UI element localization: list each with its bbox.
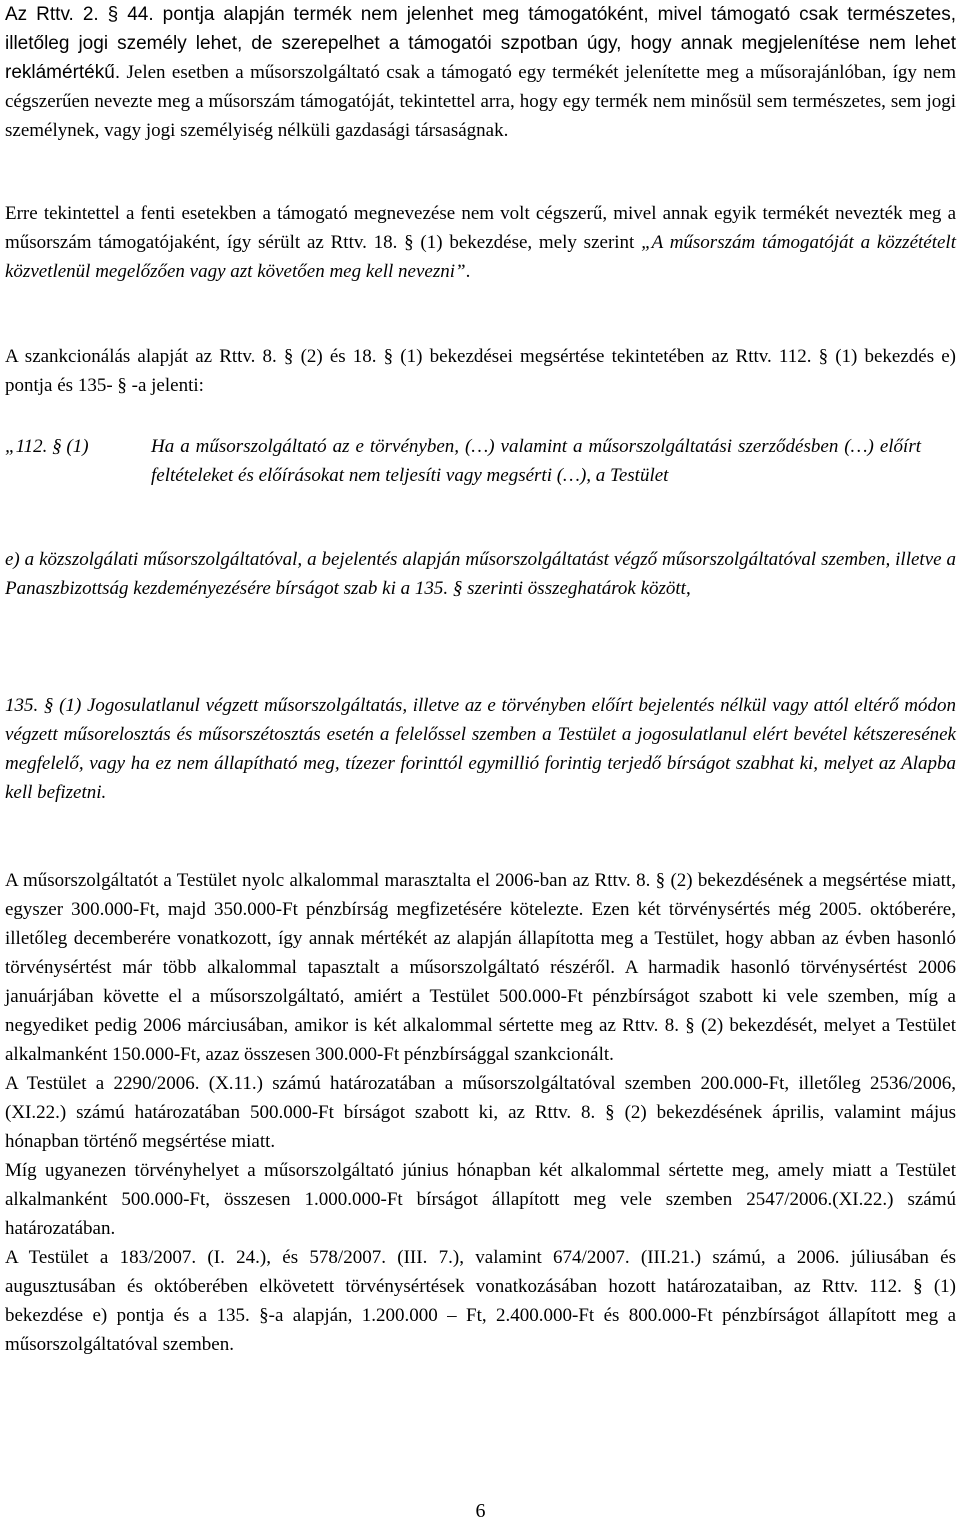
page-number: 6: [475, 1500, 486, 1522]
law-quote-135: 135. § (1) Jogosulatlanul végzett műsorszolgáltatás, illetve az e törvényben előírt bejelentés nélkül vagy attól eltérő módon végzett műsorelosztás és műsorszétosztás esetén a felelőssel szemben a Testület a jogosulatlanul elért bevétel kétszeresének megfelelő, vagy ha ez nem állapítható meg, tízezer forinttól egymillió forintig terjedő bírságot szabhat ki, melyet az Alapba kell befizetni.: [5, 695, 956, 803]
history-part-a1: A műsorszolgáltatót a Testület nyolc alkalommal marasztalta el 2006-ban az Rttv. 8. § (2) bekezdésének a megsértése miatt, egyszer 300.000-Ft, majd 350.000-Ft pénzbírság megfizetésére kötelezte.: [5, 870, 956, 920]
paragraph-violation-start: Erre tekintettel a fenti esetekben a támogató megnevezése nem volt cégszerű, mivel annak egyik termékét nevezték meg a műsorszám támogatójaként, így sérült az Rttv. 18. § (1) bekezdése, mely szerint: [5, 203, 956, 253]
paragraph-violation-end: .: [465, 261, 471, 282]
law-point-e-text: e) a közszolgálati műsorszolgáltatóval, a bejelentés alapján műsorszolgáltatást végző műsorszolgáltatóval szemben, illetve a Panaszbizottság kezdeményezésére bírságot szab ki a 135. § szerinti összeghatárok között: [5, 549, 956, 599]
history-part-a: [5, 866, 956, 1069]
law-quote-112: [5, 432, 956, 522]
law-quote-112-number: „112. § (1): [5, 436, 89, 457]
law-point-e-end: ,: [685, 578, 691, 599]
history-part-a2: Ezen két törvénysértés még 2005. októberére, illetőleg decemberére vonatkozott, így annak mértékét az alapján állapította meg a Testület, hogy abban az évben hasonló törvénysértést már több alkalommal tapasztalt a műsorszolgáltató részéről. A harmadik hasonló törvénysértést 2006 januárjában követte el a műsorszolgáltató, amiért a Testület 500.000-Ft pénzbírságot szabott ki vele szemben, míg a negyediket pedig 2006 márciusában, amikor is két alkalommal sértette meg az Rttv. 8. § (2) bekezdését, melyet a Testület alkalmanként 150.000-Ft, azaz összesen 300.000-Ft pénzbírsággal szankcionált.: [5, 899, 956, 1065]
history-part-e: A Testület a 183/2007. (I. 24.), és 578/2007. (III. 7.), valamint 674/2007. (III.21.) számú, a 2006. júliusában és augusztusában és októberében elkövetett törvénysértések vonatkozásában hozott határozataiban, az Rttv. 112. § (1) bekezdése e) pontja és a 135. §-a alapján, 1.200.000 – Ft, 2.400.000-Ft és 800.000-Ft pénzbírságot állapított meg a műsorszolgáltatóval szemben.: [5, 1247, 956, 1355]
document-page: [5, 0, 956, 1537]
history-part-d: Míg ugyanezen törvényhelyet a műsorszolgáltató június hónapban két alkalommal sértette meg, amely miatt a Testület alkalmanként 500.000-Ft, összesen 1.000.000-Ft bírságot állapított meg vele szemben 2547/2006.(XI.22.) számú határozatában.: [5, 1160, 956, 1239]
paragraph-sponsor-rule-lead: Az Rttv. 2. § 44. pontja alapján termék nem jelenhet meg támogatóként, mivel támogató csak természetes, illetőleg jogi személy lehet, de szerepelhet a támogatói szpotban úgy, hogy annak megjelenítése nem lehet reklámértékű.: [5, 4, 956, 83]
paragraph-sanction-basis: A szankcionálás alapját az Rttv. 8. § (2) és 18. § (1) bekezdései megsértése tekintetében az Rttv. 112. § (1) bekezdés e) pontja és 135- § -a jelenti:: [5, 346, 956, 396]
paragraph-history: [5, 866, 956, 1359]
law-quote-112-text: Ha a műsorszolgáltató az e törvényben, (…) valamint a műsorszolgáltatási szerződésben (…) előírt feltételeket és előírásokat nem teljesíti vagy megsérti (…), a Testület: [151, 436, 921, 486]
paragraph-violation-quote: „A műsorszám támogatóját a közzétételt közvetlenül megelőzően vagy azt követően meg kell nevezni”: [5, 232, 956, 282]
paragraph-sponsor-rule-rest: Jelen esetben a műsorszolgáltató csak a támogató egy termékét jelenítette meg a műsorajánlóban, így nem cégszerűen nevezte meg a műsorszám támogatóját, tekintettel arra, hogy egy termék nem minősül sem természetes, sem jogi személynek, vagy jogi személyiség nélküli gazdasági társaságnak.: [5, 62, 956, 141]
history-part-c: A Testület a 2290/2006. (X.11.) számú határozatában a műsorszolgáltatóval szemben 200.000-Ft, illetőleg 2536/2006, (XI.22.) számú határozatában 500.000-Ft bírságot szabott ki, az Rttv. 8. § (2) bekezdésének április, valamint május hónapban történő megsértése miatt.: [5, 1073, 956, 1152]
law-point-e: [5, 545, 956, 603]
paragraph-violation: [5, 199, 956, 286]
paragraph-sponsor-rule: [5, 0, 956, 145]
